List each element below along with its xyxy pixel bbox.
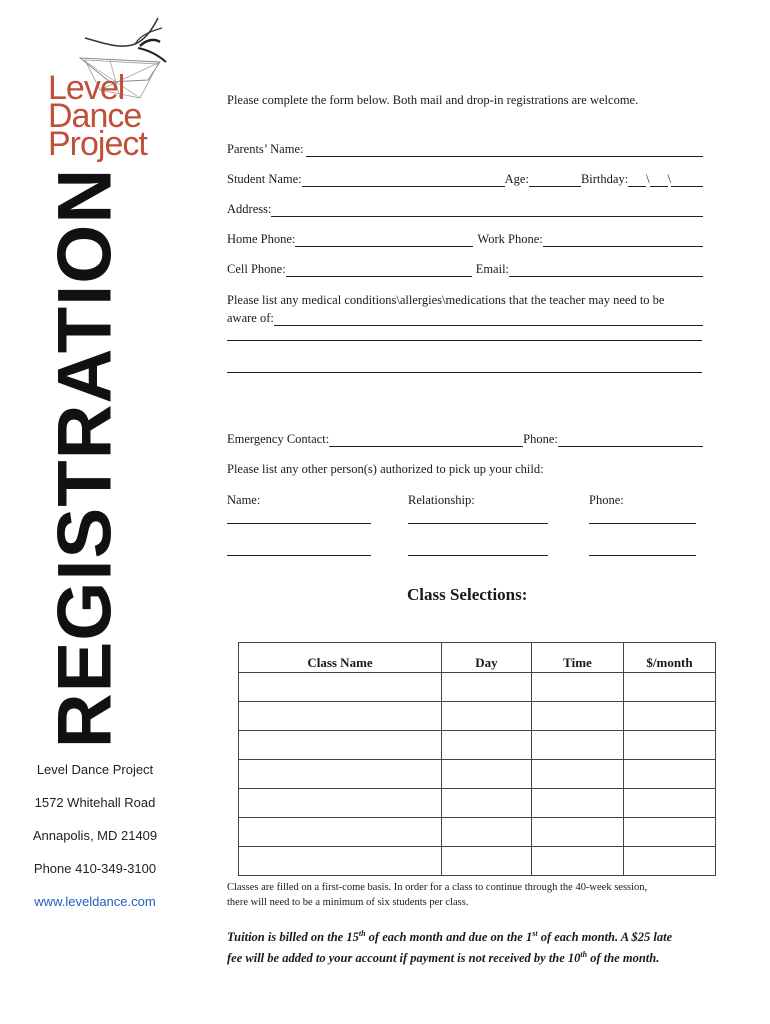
class-policy-note: Classes are filled on a first-come basis. In order for a class to continue through the 40-week session, there will need to be a minimum of six students per class. [227,882,648,908]
age-label: Age: [504,172,529,186]
col-time: Time [532,643,624,673]
table-cell[interactable] [624,818,716,847]
birthday-year-field[interactable] [671,174,703,187]
org-name: Level Dance Project [36,762,154,777]
parents-name-field[interactable] [306,144,703,157]
table-cell[interactable] [532,702,624,731]
emergency-phone-label: Phone: [523,432,558,446]
table-cell[interactable] [624,760,716,789]
table-row [239,760,716,789]
medical-field-line-2[interactable] [227,340,702,341]
pickup-relationship-field-1[interactable] [408,523,548,524]
pickup-name-field-2[interactable] [227,555,371,556]
table-cell[interactable] [239,702,442,731]
birthday-separator: \ [646,172,650,186]
table-cell[interactable] [532,847,624,876]
table-cell[interactable] [532,818,624,847]
table-row [239,702,716,731]
cell-phone-field[interactable] [286,264,472,277]
parents-name-row [227,142,703,157]
street-address: 1572 Whitehall Road [34,795,156,810]
pickup-phone-field-2[interactable] [589,555,696,556]
phones-row [227,232,703,247]
phone-number: Phone 410-349-3100 [33,861,157,876]
pickup-name-field-1[interactable] [227,523,371,524]
table-cell[interactable] [532,789,624,818]
student-name-field[interactable] [302,174,505,187]
table-cell[interactable] [239,818,442,847]
table-cell[interactable] [442,702,532,731]
table-cell[interactable] [239,789,442,818]
class-selection-table [238,642,716,876]
birthday-day-field[interactable] [650,174,668,187]
website-link[interactable]: www.leveldance.com [34,894,156,909]
brand-logo-text: Level Dance Project [48,69,147,163]
address-label: Address: [227,202,272,216]
table-cell[interactable] [624,789,716,818]
address-field[interactable] [271,204,703,217]
medical-label: aware of: [227,311,274,325]
col-price-month: $/month [624,643,716,673]
table-cell[interactable] [532,673,624,702]
table-row [239,847,716,876]
col-class-name: Class Name [239,643,442,673]
home-phone-label: Home Phone: [227,232,296,246]
address-row [227,202,703,217]
table-cell[interactable] [239,673,442,702]
table-cell[interactable] [624,673,716,702]
table-cell[interactable] [239,760,442,789]
work-phone-label: Work Phone: [477,232,543,246]
emergency-contact-field[interactable] [329,434,523,447]
emergency-row [227,432,703,447]
age-field[interactable] [529,174,581,187]
birthday-label: Birthday: [580,172,629,186]
medical-prompt: Please list any medical conditions\allergies\medications that the teacher may need to be [227,293,665,307]
cell-phone-label: Cell Phone: [227,262,286,276]
table-cell[interactable] [442,760,532,789]
table-cell[interactable] [442,673,532,702]
table-cell[interactable] [239,731,442,760]
form-intro: Please complete the form below. Both mail and drop-in registrations are welcome. [227,93,639,107]
col-day: Day [442,643,532,673]
registration-title-vertical: REGISTRATION [42,167,128,748]
table-cell[interactable] [442,731,532,760]
table-cell[interactable] [442,818,532,847]
home-phone-field[interactable] [295,234,473,247]
table-cell[interactable] [532,760,624,789]
table-cell[interactable] [624,702,716,731]
table-cell[interactable] [624,847,716,876]
table-row [239,789,716,818]
work-phone-field[interactable] [543,234,703,247]
table-row [239,731,716,760]
table-cell[interactable] [442,847,532,876]
pickup-relationship-header: Relationship: [408,493,475,507]
pickup-phone-field-1[interactable] [589,523,696,524]
cell-email-row [227,262,703,277]
table-row [239,673,716,702]
pickup-name-header: Name: [227,493,261,507]
email-field[interactable] [509,264,703,277]
medical-field-line-3[interactable] [227,372,702,373]
table-header-row [239,643,716,673]
table-cell[interactable] [532,731,624,760]
table-row [239,818,716,847]
pickup-phone-header: Phone: [589,493,624,507]
table-cell[interactable] [442,789,532,818]
student-name-label: Student Name: [227,172,302,186]
emergency-phone-field[interactable] [558,434,703,447]
pickup-prompt: Please list any other person(s) authorized to pick up your child: [227,462,544,476]
table-cell[interactable] [239,847,442,876]
pickup-relationship-field-2[interactable] [408,555,548,556]
student-row [227,172,703,187]
parents-name-label: Parents’ Name: [227,142,304,156]
emergency-contact-label: Emergency Contact: [227,432,330,446]
birthday-month-field[interactable] [628,174,646,187]
city-state-zip: Annapolis, MD 21409 [32,828,158,843]
class-selections-title: Class Selections: [407,585,528,604]
medical-field[interactable] [274,313,703,326]
birthday-separator: \ [667,172,672,186]
medical-row [227,311,703,326]
email-label: Email: [475,262,510,276]
table-cell[interactable] [624,731,716,760]
tuition-policy: Tuition is billed on the 15th of each month and due on the 1st of each month. A $25 late fee will be added to your account if payment is not received by the 10th of the month. [227,929,673,966]
